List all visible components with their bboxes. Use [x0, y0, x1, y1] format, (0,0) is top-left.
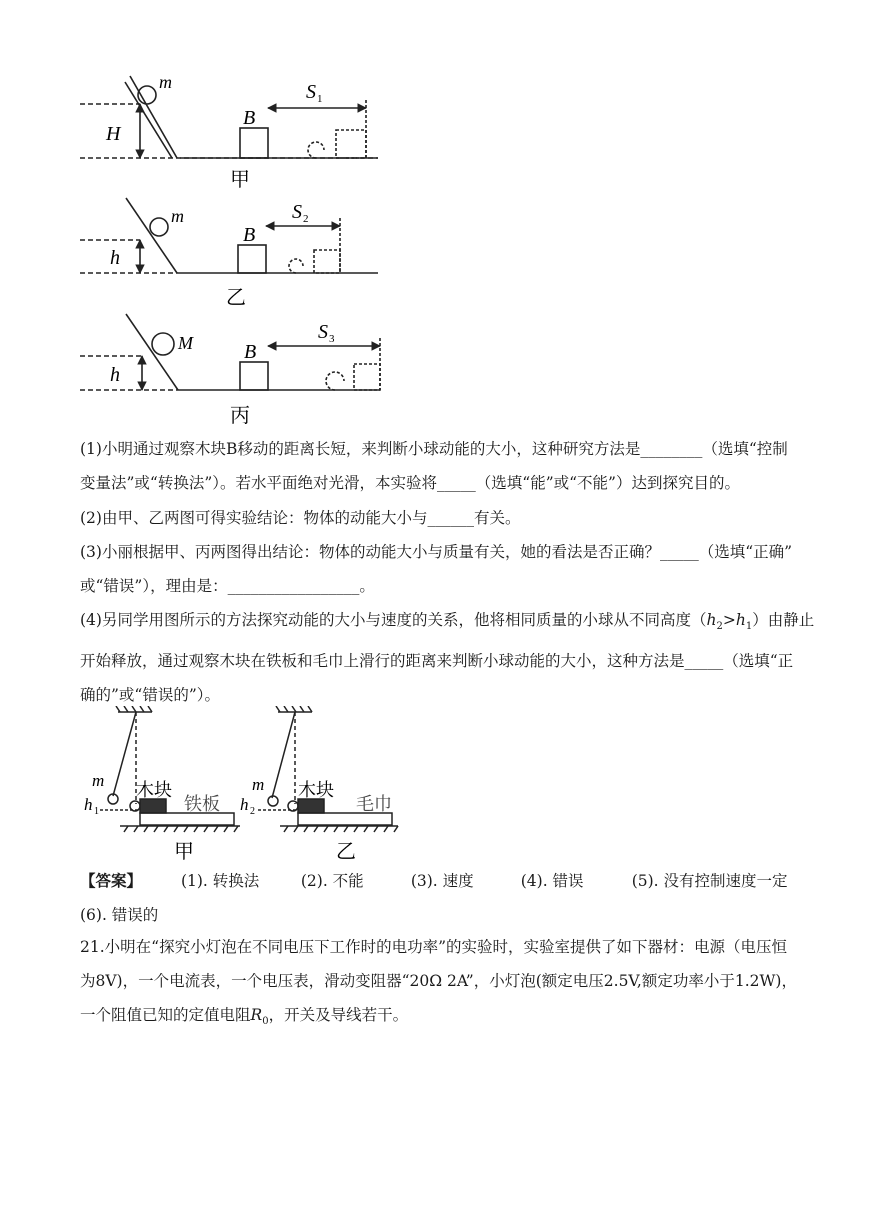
block-label-bing: B	[244, 341, 257, 363]
block-final-dashed	[336, 130, 366, 158]
answer-line-2	[80, 898, 792, 932]
r0-subscript: 0	[262, 1016, 269, 1028]
surface-label-right: 毛巾	[356, 794, 392, 814]
answer-item-6: (6). 错误的	[80, 906, 159, 924]
h1-symbol: h	[735, 611, 746, 629]
question-3	[80, 535, 792, 603]
ball-label-jia: m	[159, 72, 172, 92]
question-4-line-1	[80, 603, 815, 644]
iron-plate	[140, 813, 234, 825]
r0-symbol: R	[250, 1006, 263, 1024]
pendulum-figure	[80, 706, 410, 866]
height-label-jia: H	[106, 123, 121, 145]
gt-symbol: >	[722, 611, 736, 629]
height-sub-right: 2	[250, 806, 255, 817]
answer-item-5: (5). 没有控制速度一定	[631, 872, 788, 890]
question-21-line-3-pre: 一个阻值已知的定值电阻	[80, 1006, 251, 1024]
answer-item-3: (3). 速度	[410, 872, 474, 890]
height-label-right: h	[240, 795, 249, 814]
block-final-dashed	[354, 364, 380, 390]
string	[272, 712, 295, 798]
dist-label-jia: S	[306, 81, 316, 103]
answer-item-1: (1). 转换法	[180, 872, 260, 890]
ball-label-left: m	[92, 771, 105, 790]
h2-subscript: 2	[716, 621, 723, 633]
question-4-line-2: 开始释放，通过观察木块在铁板和毛巾上滑行的距离来判断小球动能的大小，这种方法是_____（选填“正	[80, 652, 794, 671]
panel-yi	[80, 198, 378, 273]
block-label-left: 木块	[136, 780, 172, 800]
panel-bing	[80, 314, 380, 390]
question-1	[80, 432, 792, 500]
question-3-line-2: 或“错误”），理由是：_________________。	[80, 577, 375, 595]
question-21-line-3-post: ，开关及导线若干。	[268, 1006, 409, 1024]
answer-line-1	[80, 864, 792, 898]
answer-label: 【答案】	[80, 871, 143, 890]
wood-block	[140, 799, 166, 813]
ball-final-dashed	[289, 259, 303, 273]
ball-start	[268, 796, 278, 806]
ball-label-yi: m	[171, 206, 184, 226]
dist-label-bing: S	[318, 321, 328, 343]
question-21-line-1: 21.小明在“探究小灯泡在不同电压下工作时的电功率”的实验时，实验室提供了如下器材：电源（电压恒	[80, 938, 788, 956]
height-label-left: h	[84, 795, 93, 814]
question-3-line-1: (3)小丽根据甲、丙两图得出结论：物体的动能大小与质量有关，她的看法是否正确？_____（选填“正确”	[80, 543, 793, 561]
answer-item-4: (4). 错误	[520, 872, 584, 890]
block-label-jia: B	[243, 107, 256, 129]
caption-right: 乙	[336, 841, 356, 863]
panel-jia	[80, 76, 378, 158]
question-21-line-3	[80, 998, 792, 1039]
ramp-figure	[80, 68, 410, 430]
height-label-yi: h	[110, 247, 120, 269]
caption-jia: 甲	[230, 169, 250, 191]
caption-left: 甲	[174, 841, 194, 863]
dist-sub-yi: 2	[303, 213, 309, 225]
question-4-line-3: 确的”或“错误的”）。	[80, 686, 221, 705]
height-label-bing: h	[110, 364, 120, 386]
dist-sub-jia: 1	[317, 93, 323, 105]
block-b	[238, 245, 266, 273]
ball-final-dashed	[326, 372, 344, 390]
towel	[298, 813, 392, 825]
question-1-line-1: (1)小明通过观察木块B移动的距离长短，来判断小球动能的大小，这种研究方法是________（选填“控制	[80, 440, 788, 458]
block-label-right: 木块	[298, 780, 334, 800]
block-final-dashed	[314, 250, 340, 273]
dist-sub-bing: 3	[329, 333, 335, 345]
h1-subscript: 1	[745, 621, 753, 633]
caption-bing: 丙	[230, 405, 250, 427]
ramp-line-inner	[125, 82, 172, 158]
question-4-line-1-pre: (4)另同学用图所示的方法探究动能的大小与速度的关系，他将相同质量的小球从不同高度（	[80, 611, 707, 629]
question-21-line-2: 为8V)，一个电流表，一个电压表，滑动变阻器“20Ω 2A”，小灯泡(额定电压2.5V,额定功率小于1.2W)，	[80, 972, 797, 990]
ball	[152, 333, 174, 355]
question-2	[80, 501, 792, 535]
height-sub-left: 1	[94, 806, 99, 817]
block-b	[240, 362, 268, 390]
question-1-line-2: 变量法”或“转换法”）。若水平面绝对光滑，本实验将_____（选填“能”或“不能”）达到探究目的。	[80, 474, 740, 492]
ramp-line	[126, 198, 177, 273]
question-4-line-1-post: ）由静止	[752, 611, 815, 629]
question-21	[80, 930, 797, 1039]
ball-final-dashed	[308, 142, 324, 158]
answer-block	[80, 864, 792, 932]
block-b	[240, 128, 268, 158]
ball-label-bing: M	[178, 333, 193, 353]
h2-symbol: h	[706, 611, 717, 629]
caption-yi: 乙	[226, 287, 246, 309]
answer-item-2: (2). 不能	[300, 872, 364, 890]
string	[113, 712, 136, 796]
dist-label-yi: S	[292, 201, 302, 223]
ramp-figure-svg	[80, 68, 410, 430]
question-2-line-1: (2)由甲、乙两图可得实验结论：物体的动能大小与______有关。	[80, 509, 521, 527]
surface-label-left: 铁板	[184, 794, 220, 814]
question-4	[80, 603, 815, 712]
block-label-yi: B	[243, 224, 256, 246]
wood-block	[298, 799, 324, 813]
pendulum-figure-svg	[80, 706, 410, 866]
ball-label-right: m	[252, 775, 265, 794]
ball	[150, 218, 168, 236]
